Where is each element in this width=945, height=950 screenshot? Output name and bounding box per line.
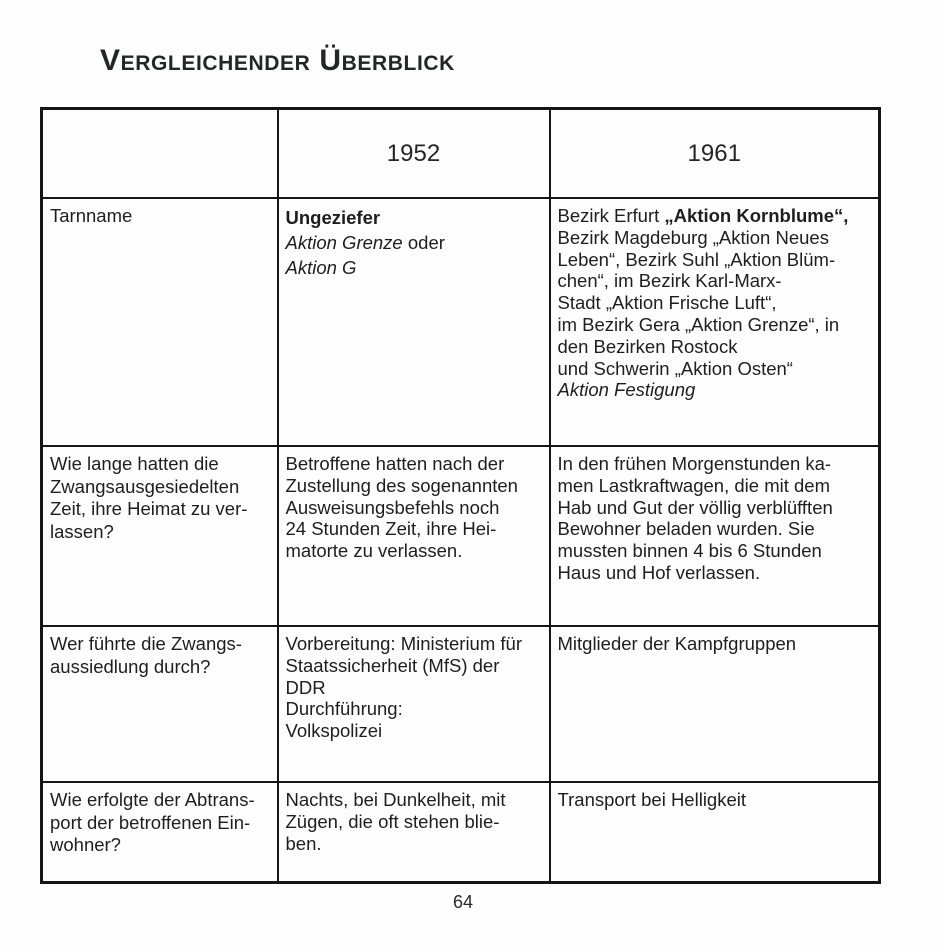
row-label-cell xyxy=(42,626,278,782)
text-line: Staatssicherheit (MfS) der xyxy=(285,654,500,676)
text-line: matorte zu verlassen. xyxy=(285,540,463,562)
text-line: Mitglieder der Kampfgruppen xyxy=(557,633,797,654)
cell-1961 xyxy=(550,198,880,446)
text-line: aussiedlung durch? xyxy=(50,655,211,677)
text-line: Hab und Gut der völlig verblüfften xyxy=(557,496,833,518)
text-line: und Schwerin „Aktion Osten“ xyxy=(557,357,793,379)
text-line: Transport bei Helligkeit xyxy=(557,789,747,810)
text-line: Wie erfolgte der Abtrans- xyxy=(50,789,255,810)
text-line: Durchführung: xyxy=(285,698,403,720)
text-line: Zügen, die oft stehen blie- xyxy=(285,810,500,832)
header-year-1961: 1961 xyxy=(550,109,880,199)
text-line: men Lastkraftwagen, die mit dem xyxy=(557,474,830,496)
text-line: Bewohner beladen wurden. Sie xyxy=(557,518,815,540)
text-line: mussten binnen 4 bis 6 Stunden xyxy=(557,540,822,562)
text-line: Aktion Festigung xyxy=(557,379,696,401)
text-line: Zeit, ihre Heimat zu ver- xyxy=(50,498,248,519)
text-line: Nachts, bei Dunkelheit, mit xyxy=(285,789,506,810)
text-line: Leben“, Bezirk Suhl „Aktion Blüm- xyxy=(557,248,836,270)
text-line: Zwangsausgesiedelten xyxy=(50,475,240,497)
table-row xyxy=(42,782,880,883)
cell-1952 xyxy=(278,782,550,883)
page-number: 64 xyxy=(452,892,474,912)
table-header-row xyxy=(42,109,880,199)
table-row xyxy=(42,198,880,446)
cell-1952 xyxy=(278,198,550,446)
text-line: Aktion Grenze oder xyxy=(285,232,445,253)
cell-1952 xyxy=(278,446,550,626)
text-line: Wie lange hatten die xyxy=(50,453,219,474)
text-line: Betroffene hatten nach der xyxy=(285,453,505,474)
header-year-1952: 1952 xyxy=(278,109,550,199)
cell-1961 xyxy=(550,782,880,883)
text-line: Bezirk Erfurt „Aktion Kornblume“, xyxy=(557,205,849,226)
table-row xyxy=(42,626,880,782)
text-line: Tarnname xyxy=(50,205,133,226)
cell-1952 xyxy=(278,626,550,782)
text-line: Haus und Hof verlassen. xyxy=(557,561,761,583)
text-line: Ausweisungsbefehls noch xyxy=(285,496,500,518)
text-line: Volkspolizei xyxy=(285,720,383,742)
header-empty-cell xyxy=(42,109,278,199)
text-line: wohner? xyxy=(50,834,121,855)
text-line: Bezirk Magdeburg „Aktion Neues xyxy=(557,226,829,248)
text-line: den Bezirken Rostock xyxy=(557,335,738,357)
row-label-cell xyxy=(42,198,278,446)
text-line: Vorbereitung: Ministerium für xyxy=(285,633,522,654)
text-line: chen“, im Bezirk Karl-Marx- xyxy=(557,270,782,292)
text-line: In den frühen Morgenstunden ka- xyxy=(557,453,832,474)
text-line: 24 Stunden Zeit, ihre Hei- xyxy=(285,518,497,540)
text-line: ben. xyxy=(285,832,322,854)
page-title: Vergleichender Überblick xyxy=(100,44,455,77)
text-line: im Bezirk Gera „Aktion Grenze“, in xyxy=(557,313,840,335)
text-line: Zustellung des sogenannten xyxy=(285,474,518,496)
cell-1961 xyxy=(550,446,880,626)
text-line: lassen? xyxy=(50,520,114,542)
text-line: Wer führte die Zwangs- xyxy=(50,633,242,654)
row-label-cell xyxy=(42,782,278,883)
table-row xyxy=(42,446,880,626)
text-line: Aktion G xyxy=(285,257,357,278)
text-line: port der betroffenen Ein- xyxy=(50,811,251,833)
text-line: Ungeziefer xyxy=(285,207,381,228)
cell-1961 xyxy=(550,626,880,782)
text-line: Stadt „Aktion Frische Luft“, xyxy=(557,292,777,314)
row-label-cell xyxy=(42,446,278,626)
comparison-table xyxy=(40,107,881,884)
table-body xyxy=(42,198,880,883)
text-line: DDR xyxy=(285,676,326,698)
